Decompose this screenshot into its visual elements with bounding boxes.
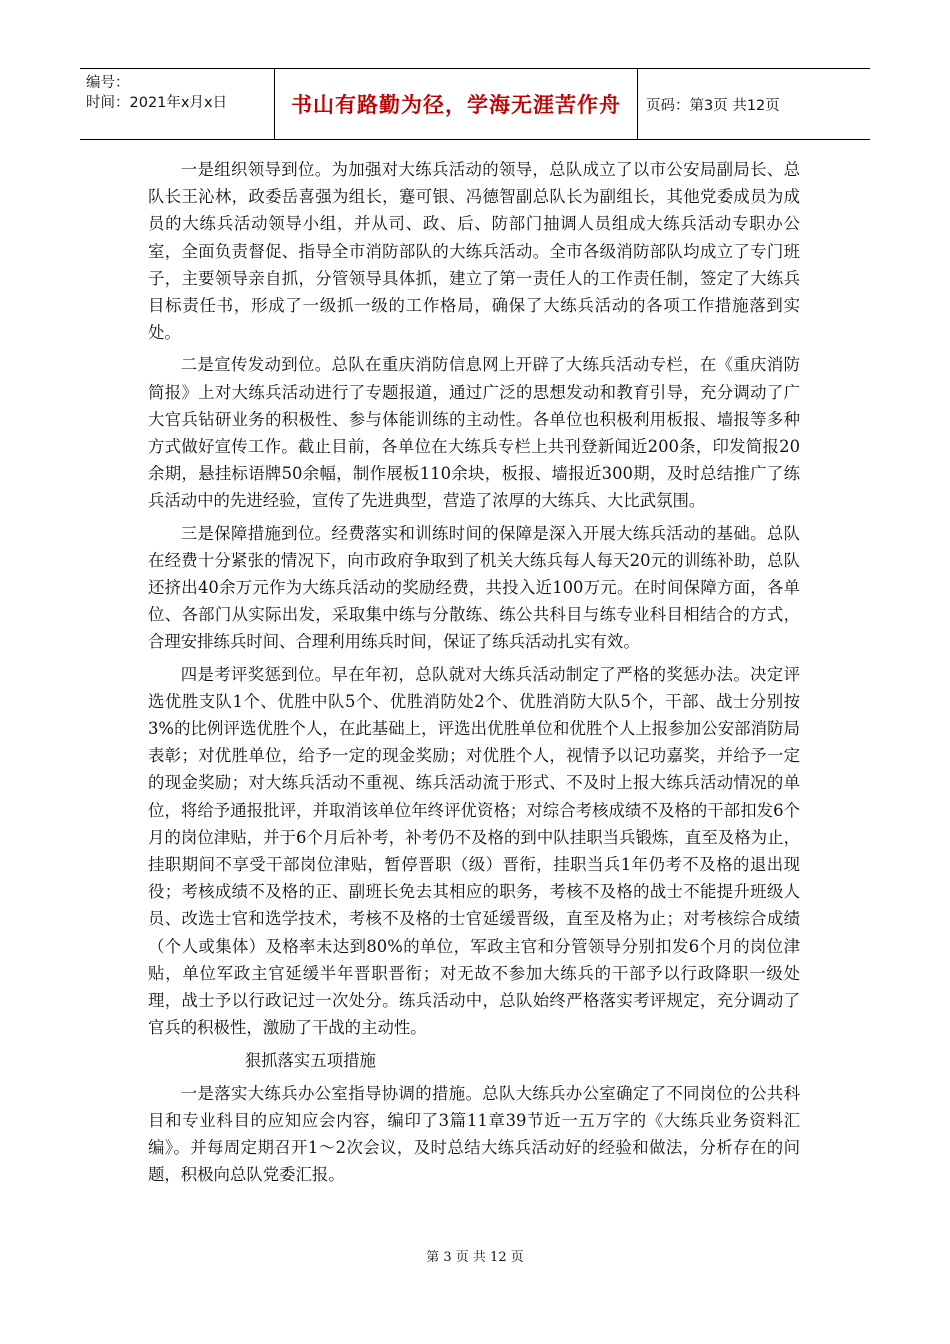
- paragraph-office-coordination: 一是落实大练兵办公室指导协调的措施。总队大练兵办公室确定了不同岗位的公共科目和专业科目的应知应会内容，编印了3篇11章39节近一五万字的《大练兵业务资料汇编》。并每周定期召开1～2次会议，及时总结大练兵活动好的经验和做法，分析存在的问题，积极向总队党委汇报。: [148, 1083, 800, 1185]
- paragraph-evaluation: 四是考评奖惩到位。早在年初，总队就对大练兵活动制定了严格的奖惩办法。决定评选优胜支队1个、优胜中队5个、优胜消防处2个、优胜消防大队5个，干部、战士分别按3%的比例评选优胜个人，在此基础上，评选出优胜单位和优胜个人上报参加公安部消防局表彰；对优胜单位，给予一定的现金奖励；对优胜个人，视情予以记功嘉奖，并给予一定的现金奖励；对大练兵活动不重视、练兵活动流于形式、不及时上报大练兵活动情况的单位，将给予通报批评，并取消该单位年终评优资格；对综合考核成绩不及格的干部扣发6个月的岗位津贴，并于6个月后补考，补考仍不及格的到中队挂职当兵锻炼，直至及格为止，挂职期间不享受干部岗位津贴，暂停晋职（级）晋衔，挂职当兵1年仍考不及格的退出现役；考核成绩不及格的正、副班长免去其相应的职务，考核不及格的战士不能提升班级人员、改选士官和选学技术，考核不及格的士官延缓晋级，直至及格为止；对考核综合成绩（个人或集体）及格率未达到80%的单位，军政主官和分管领导分别扣发6个月的岗位津贴，单位军政主官延缓半年晋职晋衔；对无故不参加大练兵的干部予以行政降职一级处理，战士予以行政记过一次处分。练兵活动中，总队始终严格落实考评规定，充分调动了官兵的积极性，激励了干战的主动性。: [148, 664, 800, 1038]
- header-left-cell: [80, 69, 275, 139]
- paragraph-safeguards: 三是保障措施到位。经费落实和训练时间的保障是深入开展大练兵活动的基础。总队在经费十分紧张的情况下，向市政府争取到了机关大练兵每人每天20元的训练补助，总队还挤出40余万元作为大练兵活动的奖励经费，共投入近100万元。在时间保障方面，各单位、各部门从实际出发，采取集中练与分散练、练公共科目与练专业科目相结合的方式，合理安排练兵时间、合理利用练兵时间，保证了练兵活动扎实有效。: [148, 523, 800, 652]
- page-footer: 第 3 页 共 12 页: [426, 1250, 524, 1265]
- section-subheading: 狠抓落实五项措施: [244, 1050, 376, 1070]
- paragraph-organization: 一是组织领导到位。为加强对大练兵活动的领导，总队成立了以市公安局副局长、总队长王沁林，政委岳喜强为组长，蹇可银、冯德智副总队长为副组长，其他党委成员为成员的大练兵活动领导小组，并从司、政、后、防部门抽调人员组成大练兵活动专职办公室，全面负责督促、指导全市消防部队的大练兵活动。全市各级消防部队均成立了专门班子，主要领导亲自抓，分管领导具体抓，建立了第一责任人的工作责任制，签定了大练兵目标责任书，形成了一级抓一级的工作格局，确保了大练兵活动的各项工作措施落到实处。: [148, 160, 800, 343]
- date-label: 时间：2021年x月x日: [86, 95, 228, 111]
- paragraph-publicity: 二是宣传发动到位。总队在重庆消防信息网上开辟了大练兵活动专栏，在《重庆消防简报》上对大练兵活动进行了专题报道，通过广泛的思想发动和教育引导，充分调动了广大官兵钻研业务的积极性、参与体能训练的主动性。各单位也积极利用板报、墙报等多种方式做好宣传工作。截止目前，各单位在大练兵专栏上共刊登新闻近200条，印发简报20余期，悬挂标语牌50余幅，制作展板110余块，板报、墙报近300期，及时总结推广了练兵活动中的先进经验，宣传了先进典型，营造了浓厚的大练兵、大比武氛围。: [148, 355, 800, 511]
- page-header: [80, 68, 870, 140]
- document-body: [148, 156, 800, 1194]
- motto: 书山有路勤为径，学海无涯苦作舟: [275, 69, 638, 139]
- page-info: 页码：第3页 共12页: [646, 97, 780, 114]
- number-label: 编号：: [86, 75, 130, 91]
